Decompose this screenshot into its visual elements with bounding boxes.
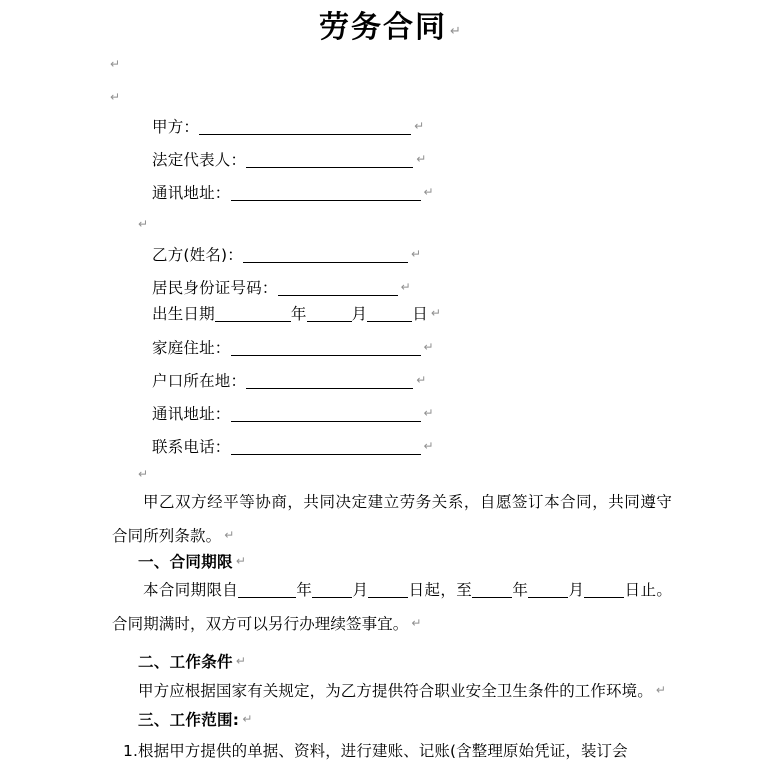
intro-paragraph-text: 甲乙双方经平等协商，共同决定建立劳务关系，自愿签订本合同，共同遵守合同所列条款。 [112,493,672,545]
unit-day: 日 [412,305,428,323]
term-blank-start-day[interactable] [368,582,408,598]
field-label: 乙方(姓名)： [152,246,243,264]
term-blank-start-month[interactable] [312,582,352,598]
paragraph-mark-icon: ↵ [416,152,427,166]
empty-paragraph-mark-4: ↵ [138,467,149,481]
term-suffix: 日止。合同期满时，双方可以另行办理续签事宜。 [112,581,672,633]
paragraph-mark-icon: ↵ [450,24,461,39]
paragraph-mark-icon: ↵ [235,554,246,568]
unit-day-start: 日起，至 [408,581,473,599]
field-blank-line[interactable] [278,280,398,296]
work-conditions-text: 甲方应根据国家有关规定，为乙方提供符合职业安全卫生条件的工作环境。 [138,682,653,700]
unit-month: 月 [351,305,368,323]
field-label: 法定代表人： [152,151,247,169]
field-row-party-b-address [152,402,434,425]
field-blank-line[interactable] [199,119,411,135]
field-label: 家庭住址： [152,339,231,357]
contract-term-paragraph [112,574,672,641]
paragraph-mark-icon: ↵ [423,185,434,199]
page-title [0,8,780,52]
paragraph-mark-icon: ↵ [423,340,434,354]
field-row-phone [152,435,434,458]
field-blank-line[interactable] [231,185,421,201]
field-blank-line[interactable] [231,406,421,422]
field-blank-line[interactable] [243,247,408,263]
field-label: 联系电话： [152,438,231,456]
paragraph-mark-icon: ↵ [423,439,434,453]
field-label: 甲方： [152,118,200,136]
section-heading-text: 三、工作范围: [138,711,240,729]
field-row-household-registration [152,369,426,392]
intro-paragraph [112,486,672,553]
paragraph-mark-icon: ↵ [423,406,434,420]
field-row-party-a-name [152,115,424,138]
paragraph-mark-icon: ↵ [655,683,666,697]
section-heading-text: 一、合同期限 [138,553,233,571]
field-row-party-b-name [152,243,421,266]
paragraph-mark-icon: ↵ [400,280,411,294]
field-label: 户口所在地： [152,372,247,390]
document-title-text: 劳务合同 [319,10,448,45]
term-blank-end-month[interactable] [528,582,568,598]
field-label: 通讯地址： [152,405,231,423]
paragraph-mark-icon: ↵ [224,528,235,542]
field-blank-line[interactable] [231,340,421,356]
paragraph-mark-icon: ↵ [416,373,427,387]
work-scope-item-1: 1.根据甲方提供的单据、资料，进行建账、记账(含整理原始凭证，装订会 [123,742,628,760]
field-row-party-a-address [152,181,434,204]
paragraph-mark-icon: ↵ [414,119,425,133]
field-blank-line-month[interactable] [307,306,352,322]
field-blank-line-day[interactable] [367,306,412,322]
paragraph-mark-icon: ↵ [411,616,422,630]
field-label: 出生日期 [152,305,215,323]
empty-paragraph-mark-3: ↵ [138,217,149,231]
term-blank-end-year[interactable] [472,582,512,598]
field-row-home-address [152,336,434,359]
paragraph-mark-icon: ↵ [411,247,422,261]
field-label: 居民身份证号码： [152,279,278,297]
paragraph-mark-icon: ↵ [242,712,253,726]
field-blank-line-year[interactable] [215,306,291,322]
unit-year-end: 年 [512,581,529,599]
term-prefix: 本合同期限自 [143,581,239,599]
paragraph-mark-icon: ↵ [235,654,246,668]
unit-year-start: 年 [296,581,313,599]
unit-month-start: 月 [352,581,369,599]
term-blank-start-year[interactable] [238,582,296,598]
empty-paragraph-mark-1: ↵ [110,57,121,71]
section-heading-text: 二、工作条件 [138,653,233,671]
field-blank-line[interactable] [231,439,421,455]
section-heading-work-scope [138,703,252,737]
empty-paragraph-mark-2: ↵ [110,90,121,104]
field-blank-line[interactable] [246,152,413,168]
field-row-id-number [152,276,411,299]
unit-year: 年 [290,305,307,323]
unit-month-end: 月 [568,581,585,599]
field-label: 通讯地址： [152,184,231,202]
paragraph-mark-icon: ↵ [430,306,441,320]
field-row-birth-date [152,302,441,325]
term-blank-end-day[interactable] [584,582,624,598]
field-row-legal-representative [152,148,426,171]
field-blank-line[interactable] [246,373,413,389]
